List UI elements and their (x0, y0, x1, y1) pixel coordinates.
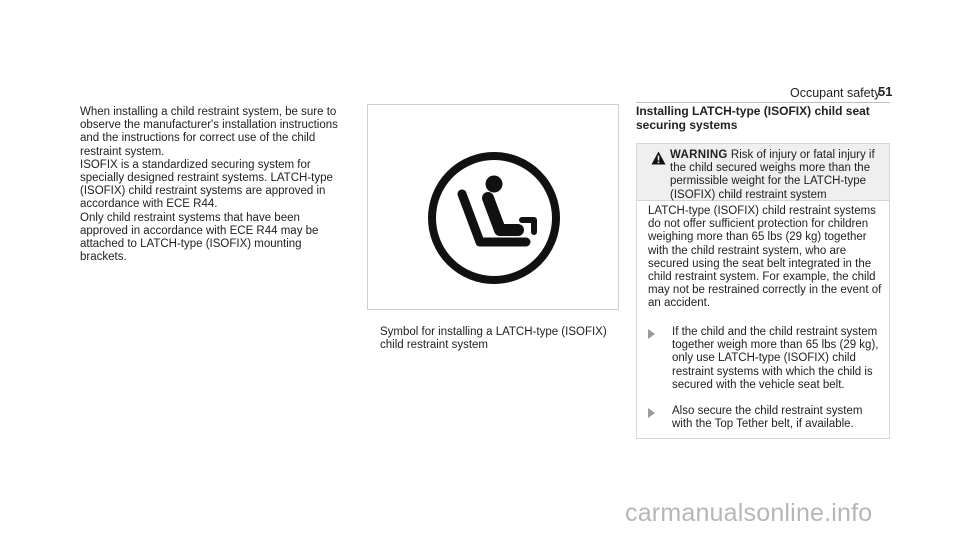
warning-text (670, 149, 882, 202)
warning-summary: Risk of injury or fatal injury if the child secured weighs more than the permissible weight for the LATCH-type (ISOFIX) child restraint system (670, 149, 875, 201)
figure-frame (367, 104, 619, 310)
paragraph-isofix: ISOFIX is a standardized securing system for specially designed restraint systems. LATCH-type (ISOFIX) child restraint systems are approved in accordance with ECE R44. (80, 158, 333, 211)
warning-label: WARNING (670, 149, 728, 161)
warning-triangle-icon (651, 151, 666, 165)
isofix-child-seat-symbol-icon (426, 150, 562, 286)
section-title: Occupant safety (790, 86, 881, 100)
section-heading: Installing LATCH-type (ISOFIX) child seat securing systems (636, 104, 870, 132)
step-text: Also secure the child restraint system with the Top Tether belt, if available. (672, 405, 863, 431)
warning-body: LATCH-type (ISOFIX) child restraint systems do not offer sufficient protection for children weighing more than 65 lbs (29 kg) together with the child restraint system, who are secured using the seat belt integrated in the child restraint system. For example, the child may not be restrained correctly in the event of an accident. (648, 205, 882, 310)
figure-caption: Symbol for installing a LATCH-type (ISOFIX) child restraint system (380, 326, 607, 352)
paragraph-installation: When installing a child restraint system, be sure to observe the manufacturer's installation instructions and the instructions for correct use of the child restraint system. (80, 106, 338, 158)
intro-text (80, 106, 350, 264)
page-number: 51 (878, 84, 893, 99)
arrow-icon (648, 408, 655, 418)
warning-header (637, 144, 889, 201)
arrow-icon (648, 329, 655, 339)
paragraph-approval: Only child restraint systems that have been approved in accordance with ECE R44 may be attached to LATCH-type (ISOFIX) mounting brackets. (80, 211, 319, 264)
warning-box (636, 143, 890, 439)
watermark: carmanualsonline.info (625, 499, 873, 527)
step-text: If the child and the child restraint system together weigh more than 65 lbs (29 kg), only use LATCH-type (ISOFIX) child restraint systems with which the child is secured with the vehicle seat belt. (672, 326, 879, 391)
header-divider (636, 102, 890, 103)
